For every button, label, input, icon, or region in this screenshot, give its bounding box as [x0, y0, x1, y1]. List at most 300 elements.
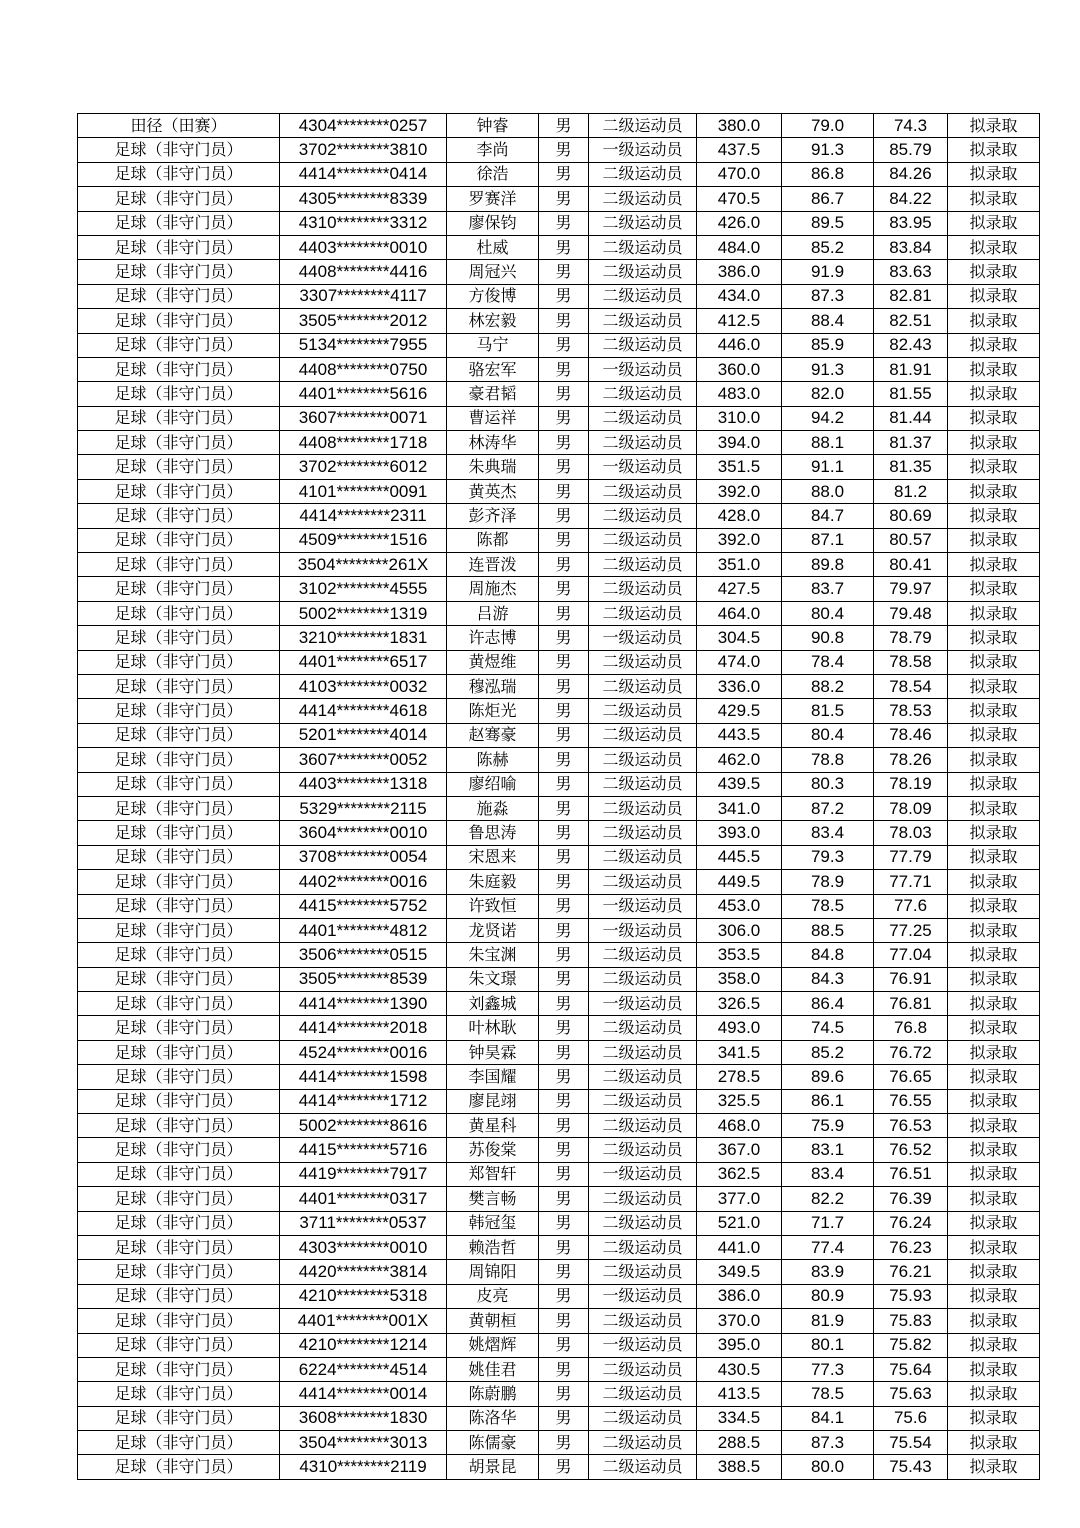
sport-cell: 足球（非守门员）: [78, 138, 280, 162]
exam-cell: 88.5: [782, 918, 874, 942]
sport-cell: 足球（非守门员）: [78, 1309, 280, 1333]
gender-cell: 男: [539, 211, 589, 235]
table-row: [78, 992, 1040, 1016]
gender-cell: 男: [539, 1309, 589, 1333]
score-cell: 493.0: [697, 1016, 782, 1040]
sport-cell: 足球（非守门员）: [78, 187, 280, 211]
table-row: [78, 528, 1040, 552]
gender-cell: 男: [539, 1260, 589, 1284]
name-cell: 叶林耿: [447, 1016, 539, 1040]
exam-cell: 78.9: [782, 870, 874, 894]
score-cell: 441.0: [697, 1235, 782, 1259]
total-cell: 85.79: [874, 138, 948, 162]
total-cell: 75.54: [874, 1431, 948, 1455]
exam-cell: 87.3: [782, 284, 874, 308]
total-cell: 81.91: [874, 357, 948, 381]
status-cell: 拟录取: [948, 821, 1040, 845]
id-cell: 4414********2018: [280, 1016, 447, 1040]
sport-cell: 足球（非守门员）: [78, 504, 280, 528]
exam-cell: 86.8: [782, 162, 874, 186]
level-cell: 二级运动员: [589, 1431, 697, 1455]
name-cell: 李国耀: [447, 1065, 539, 1089]
gender-cell: 男: [539, 870, 589, 894]
level-cell: 二级运动员: [589, 1406, 697, 1430]
gender-cell: 男: [539, 235, 589, 259]
status-cell: 拟录取: [948, 1382, 1040, 1406]
table-row: [78, 1187, 1040, 1211]
table-row: [78, 431, 1040, 455]
total-cell: 78.19: [874, 772, 948, 796]
table-row: [78, 1065, 1040, 1089]
total-cell: 80.69: [874, 504, 948, 528]
sport-cell: 足球（非守门员）: [78, 845, 280, 869]
id-cell: 4420********3814: [280, 1260, 447, 1284]
total-cell: 82.51: [874, 309, 948, 333]
total-cell: 76.72: [874, 1040, 948, 1064]
table-row: [78, 138, 1040, 162]
gender-cell: 男: [539, 796, 589, 820]
name-cell: 马宁: [447, 333, 539, 357]
id-cell: 3506********0515: [280, 943, 447, 967]
name-cell: 钟睿: [447, 114, 539, 138]
status-cell: 拟录取: [948, 528, 1040, 552]
sport-cell: 足球（非守门员）: [78, 1138, 280, 1162]
gender-cell: 男: [539, 1333, 589, 1357]
name-cell: 鲁思涛: [447, 821, 539, 845]
name-cell: 周施杰: [447, 577, 539, 601]
gender-cell: 男: [539, 553, 589, 577]
name-cell: 赵骞豪: [447, 723, 539, 747]
gender-cell: 男: [539, 1382, 589, 1406]
status-cell: 拟录取: [948, 1406, 1040, 1430]
level-cell: 二级运动员: [589, 1187, 697, 1211]
sport-cell: 足球（非守门员）: [78, 918, 280, 942]
gender-cell: 男: [539, 674, 589, 698]
score-cell: 449.5: [697, 870, 782, 894]
exam-cell: 94.2: [782, 406, 874, 430]
gender-cell: 男: [539, 1138, 589, 1162]
status-cell: 拟录取: [948, 284, 1040, 308]
status-cell: 拟录取: [948, 553, 1040, 577]
gender-cell: 男: [539, 772, 589, 796]
status-cell: 拟录取: [948, 114, 1040, 138]
name-cell: 赖浩哲: [447, 1235, 539, 1259]
name-cell: 陈炬光: [447, 699, 539, 723]
table-row: [78, 114, 1040, 138]
exam-cell: 89.5: [782, 211, 874, 235]
name-cell: 朱宝渊: [447, 943, 539, 967]
sport-cell: 足球（非守门员）: [78, 1016, 280, 1040]
sport-cell: 足球（非守门员）: [78, 260, 280, 284]
exam-cell: 88.0: [782, 479, 874, 503]
score-cell: 392.0: [697, 479, 782, 503]
gender-cell: 男: [539, 162, 589, 186]
total-cell: 83.95: [874, 211, 948, 235]
total-cell: 75.64: [874, 1357, 948, 1381]
total-cell: 76.39: [874, 1187, 948, 1211]
exam-cell: 80.4: [782, 601, 874, 625]
gender-cell: 男: [539, 114, 589, 138]
exam-cell: 91.3: [782, 138, 874, 162]
id-cell: 3210********1831: [280, 626, 447, 650]
total-cell: 75.43: [874, 1455, 948, 1479]
score-cell: 336.0: [697, 674, 782, 698]
total-cell: 84.26: [874, 162, 948, 186]
id-cell: 4415********5752: [280, 894, 447, 918]
level-cell: 一级运动员: [589, 1333, 697, 1357]
score-cell: 443.5: [697, 723, 782, 747]
id-cell: 4414********1390: [280, 992, 447, 1016]
name-cell: 穆泓瑞: [447, 674, 539, 698]
name-cell: 施淼: [447, 796, 539, 820]
id-cell: 4403********0010: [280, 235, 447, 259]
id-cell: 4305********8339: [280, 187, 447, 211]
id-cell: 4401********5616: [280, 382, 447, 406]
id-cell: 4401********6517: [280, 650, 447, 674]
total-cell: 76.8: [874, 1016, 948, 1040]
exam-cell: 85.9: [782, 333, 874, 357]
score-cell: 304.5: [697, 626, 782, 650]
status-cell: 拟录取: [948, 357, 1040, 381]
total-cell: 83.84: [874, 235, 948, 259]
gender-cell: 男: [539, 1235, 589, 1259]
total-cell: 78.54: [874, 674, 948, 698]
level-cell: 一级运动员: [589, 357, 697, 381]
table-row: [78, 1382, 1040, 1406]
exam-cell: 89.8: [782, 553, 874, 577]
id-cell: 5002********1319: [280, 601, 447, 625]
status-cell: 拟录取: [948, 162, 1040, 186]
id-cell: 4408********4416: [280, 260, 447, 284]
total-cell: 76.21: [874, 1260, 948, 1284]
total-cell: 76.52: [874, 1138, 948, 1162]
name-cell: 廖昆翊: [447, 1089, 539, 1113]
exam-cell: 90.8: [782, 626, 874, 650]
total-cell: 82.43: [874, 333, 948, 357]
status-cell: 拟录取: [948, 1040, 1040, 1064]
gender-cell: 男: [539, 577, 589, 601]
score-cell: 367.0: [697, 1138, 782, 1162]
gender-cell: 男: [539, 284, 589, 308]
exam-cell: 84.1: [782, 1406, 874, 1430]
level-cell: 一级运动员: [589, 1162, 697, 1186]
exam-cell: 78.8: [782, 748, 874, 772]
gender-cell: 男: [539, 309, 589, 333]
gender-cell: 男: [539, 650, 589, 674]
level-cell: 一级运动员: [589, 1284, 697, 1308]
gender-cell: 男: [539, 699, 589, 723]
table-row: [78, 455, 1040, 479]
id-cell: 4401********001X: [280, 1309, 447, 1333]
id-cell: 4310********3312: [280, 211, 447, 235]
score-cell: 353.5: [697, 943, 782, 967]
total-cell: 74.3: [874, 114, 948, 138]
sport-cell: 足球（非守门员）: [78, 772, 280, 796]
gender-cell: 男: [539, 748, 589, 772]
score-cell: 484.0: [697, 235, 782, 259]
name-cell: 姚熠辉: [447, 1333, 539, 1357]
id-cell: 4210********1214: [280, 1333, 447, 1357]
sport-cell: 足球（非守门员）: [78, 894, 280, 918]
level-cell: 二级运动员: [589, 1065, 697, 1089]
sport-cell: 足球（非守门员）: [78, 650, 280, 674]
exam-cell: 71.7: [782, 1211, 874, 1235]
level-cell: 二级运动员: [589, 528, 697, 552]
name-cell: 廖绍喻: [447, 772, 539, 796]
score-cell: 462.0: [697, 748, 782, 772]
status-cell: 拟录取: [948, 382, 1040, 406]
sport-cell: 足球（非守门员）: [78, 1211, 280, 1235]
id-cell: 4303********0010: [280, 1235, 447, 1259]
table-row: [78, 1235, 1040, 1259]
table-row: [78, 772, 1040, 796]
table-row: [78, 1211, 1040, 1235]
level-cell: 二级运动员: [589, 1357, 697, 1381]
sport-cell: 足球（非守门员）: [78, 1114, 280, 1138]
status-cell: 拟录取: [948, 674, 1040, 698]
table-row: [78, 1138, 1040, 1162]
gender-cell: 男: [539, 333, 589, 357]
status-cell: 拟录取: [948, 601, 1040, 625]
name-cell: 姚佳君: [447, 1357, 539, 1381]
exam-cell: 84.7: [782, 504, 874, 528]
score-cell: 439.5: [697, 772, 782, 796]
sport-cell: 足球（非守门员）: [78, 1406, 280, 1430]
exam-cell: 80.3: [782, 772, 874, 796]
status-cell: 拟录取: [948, 943, 1040, 967]
id-cell: 3607********0052: [280, 748, 447, 772]
name-cell: 罗赛洋: [447, 187, 539, 211]
id-cell: 4414********0014: [280, 1382, 447, 1406]
status-cell: 拟录取: [948, 1138, 1040, 1162]
score-cell: 395.0: [697, 1333, 782, 1357]
score-cell: 430.5: [697, 1357, 782, 1381]
table-row: [78, 260, 1040, 284]
table-row: [78, 406, 1040, 430]
sport-cell: 足球（非守门员）: [78, 1187, 280, 1211]
score-cell: 288.5: [697, 1431, 782, 1455]
name-cell: 黄煜维: [447, 650, 539, 674]
name-cell: 刘鑫城: [447, 992, 539, 1016]
level-cell: 二级运动员: [589, 1235, 697, 1259]
exam-cell: 81.9: [782, 1309, 874, 1333]
level-cell: 二级运动员: [589, 187, 697, 211]
exam-cell: 83.1: [782, 1138, 874, 1162]
exam-cell: 91.3: [782, 357, 874, 381]
level-cell: 一级运动员: [589, 894, 697, 918]
status-cell: 拟录取: [948, 1235, 1040, 1259]
total-cell: 81.35: [874, 455, 948, 479]
total-cell: 82.81: [874, 284, 948, 308]
gender-cell: 男: [539, 260, 589, 284]
gender-cell: 男: [539, 187, 589, 211]
name-cell: 徐浩: [447, 162, 539, 186]
sport-cell: 足球（非守门员）: [78, 406, 280, 430]
id-cell: 3504********261X: [280, 553, 447, 577]
name-cell: 龙贤诺: [447, 918, 539, 942]
status-cell: 拟录取: [948, 772, 1040, 796]
total-cell: 78.53: [874, 699, 948, 723]
name-cell: 皮亮: [447, 1284, 539, 1308]
total-cell: 81.55: [874, 382, 948, 406]
name-cell: 陈赫: [447, 748, 539, 772]
total-cell: 75.83: [874, 1309, 948, 1333]
sport-cell: 足球（非守门员）: [78, 674, 280, 698]
exam-cell: 83.7: [782, 577, 874, 601]
status-cell: 拟录取: [948, 723, 1040, 747]
table-row: [78, 626, 1040, 650]
level-cell: 二级运动员: [589, 1138, 697, 1162]
table-row: [78, 650, 1040, 674]
name-cell: 黄英杰: [447, 479, 539, 503]
sport-cell: 田径（田赛）: [78, 114, 280, 138]
level-cell: 二级运动员: [589, 821, 697, 845]
exam-cell: 91.9: [782, 260, 874, 284]
id-cell: 4103********0032: [280, 674, 447, 698]
name-cell: 周锦阳: [447, 1260, 539, 1284]
exam-cell: 80.4: [782, 723, 874, 747]
name-cell: 林涛华: [447, 431, 539, 455]
gender-cell: 男: [539, 138, 589, 162]
name-cell: 吕游: [447, 601, 539, 625]
status-cell: 拟录取: [948, 138, 1040, 162]
total-cell: 78.09: [874, 796, 948, 820]
gender-cell: 男: [539, 357, 589, 381]
status-cell: 拟录取: [948, 1309, 1040, 1333]
score-cell: 434.0: [697, 284, 782, 308]
gender-cell: 男: [539, 821, 589, 845]
level-cell: 一级运动员: [589, 138, 697, 162]
level-cell: 二级运动员: [589, 235, 697, 259]
gender-cell: 男: [539, 1040, 589, 1064]
name-cell: 黄星科: [447, 1114, 539, 1138]
level-cell: 二级运动员: [589, 870, 697, 894]
exam-cell: 74.5: [782, 1016, 874, 1040]
gender-cell: 男: [539, 504, 589, 528]
gender-cell: 男: [539, 1162, 589, 1186]
exam-cell: 87.3: [782, 1431, 874, 1455]
id-cell: 4101********0091: [280, 479, 447, 503]
table-row: [78, 162, 1040, 186]
gender-cell: 男: [539, 1089, 589, 1113]
score-cell: 393.0: [697, 821, 782, 845]
score-cell: 453.0: [697, 894, 782, 918]
total-cell: 83.63: [874, 260, 948, 284]
score-cell: 386.0: [697, 1284, 782, 1308]
score-cell: 306.0: [697, 918, 782, 942]
table-row: [78, 357, 1040, 381]
sport-cell: 足球（非守门员）: [78, 577, 280, 601]
exam-cell: 88.2: [782, 674, 874, 698]
gender-cell: 男: [539, 1211, 589, 1235]
gender-cell: 男: [539, 1114, 589, 1138]
status-cell: 拟录取: [948, 967, 1040, 991]
sport-cell: 足球（非守门员）: [78, 992, 280, 1016]
table-row: [78, 235, 1040, 259]
total-cell: 76.81: [874, 992, 948, 1016]
total-cell: 84.22: [874, 187, 948, 211]
name-cell: 曹运祥: [447, 406, 539, 430]
exam-cell: 79.0: [782, 114, 874, 138]
score-cell: 392.0: [697, 528, 782, 552]
table-row: [78, 187, 1040, 211]
exam-cell: 86.1: [782, 1089, 874, 1113]
id-cell: 4415********5716: [280, 1138, 447, 1162]
score-cell: 470.0: [697, 162, 782, 186]
table-row: [78, 1162, 1040, 1186]
name-cell: 陈儒豪: [447, 1431, 539, 1455]
status-cell: 拟录取: [948, 1284, 1040, 1308]
id-cell: 4401********0317: [280, 1187, 447, 1211]
total-cell: 76.65: [874, 1065, 948, 1089]
id-cell: 3604********0010: [280, 821, 447, 845]
id-cell: 4304********0257: [280, 114, 447, 138]
level-cell: 二级运动员: [589, 967, 697, 991]
name-cell: 朱庭毅: [447, 870, 539, 894]
status-cell: 拟录取: [948, 406, 1040, 430]
score-cell: 474.0: [697, 650, 782, 674]
total-cell: 78.79: [874, 626, 948, 650]
sport-cell: 足球（非守门员）: [78, 601, 280, 625]
table-row: [78, 284, 1040, 308]
table-row: [78, 845, 1040, 869]
status-cell: 拟录取: [948, 1089, 1040, 1113]
status-cell: 拟录取: [948, 992, 1040, 1016]
level-cell: 一级运动员: [589, 992, 697, 1016]
level-cell: 二级运动员: [589, 1016, 697, 1040]
name-cell: 苏俊棠: [447, 1138, 539, 1162]
exam-cell: 88.4: [782, 309, 874, 333]
name-cell: 宋恩来: [447, 845, 539, 869]
id-cell: 5002********8616: [280, 1114, 447, 1138]
id-cell: 4524********0016: [280, 1040, 447, 1064]
name-cell: 朱典瑞: [447, 455, 539, 479]
name-cell: 周冠兴: [447, 260, 539, 284]
exam-cell: 87.1: [782, 528, 874, 552]
id-cell: 4414********4618: [280, 699, 447, 723]
id-cell: 4414********0414: [280, 162, 447, 186]
name-cell: 陈蔚鹏: [447, 1382, 539, 1406]
exam-cell: 83.4: [782, 1162, 874, 1186]
table-row: [78, 333, 1040, 357]
total-cell: 75.93: [874, 1284, 948, 1308]
gender-cell: 男: [539, 918, 589, 942]
id-cell: 3711********0537: [280, 1211, 447, 1235]
exam-cell: 82.0: [782, 382, 874, 406]
name-cell: 黄朝桓: [447, 1309, 539, 1333]
name-cell: 彭齐泽: [447, 504, 539, 528]
level-cell: 二级运动员: [589, 162, 697, 186]
name-cell: 骆宏军: [447, 357, 539, 381]
sport-cell: 足球（非守门员）: [78, 528, 280, 552]
gender-cell: 男: [539, 431, 589, 455]
status-cell: 拟录取: [948, 1260, 1040, 1284]
score-cell: 351.0: [697, 553, 782, 577]
level-cell: 二级运动员: [589, 1309, 697, 1333]
table-row: [78, 1040, 1040, 1064]
total-cell: 76.51: [874, 1162, 948, 1186]
level-cell: 二级运动员: [589, 406, 697, 430]
status-cell: 拟录取: [948, 1114, 1040, 1138]
sport-cell: 足球（非守门员）: [78, 1382, 280, 1406]
status-cell: 拟录取: [948, 1162, 1040, 1186]
level-cell: 二级运动员: [589, 309, 697, 333]
level-cell: 二级运动员: [589, 1455, 697, 1479]
total-cell: 76.53: [874, 1114, 948, 1138]
status-cell: 拟录取: [948, 431, 1040, 455]
exam-cell: 83.4: [782, 821, 874, 845]
sport-cell: 足球（非守门员）: [78, 1333, 280, 1357]
